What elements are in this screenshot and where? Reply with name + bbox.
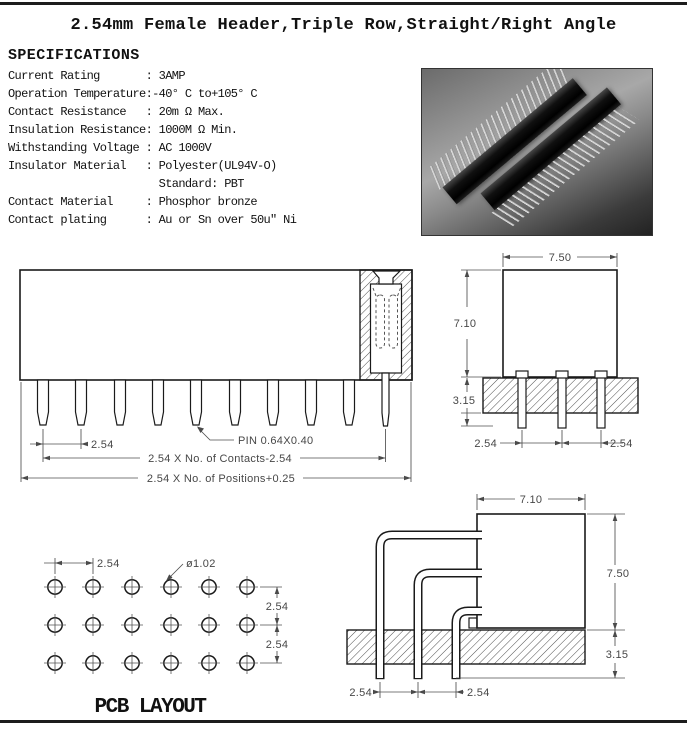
pins	[38, 373, 390, 426]
specifications-list	[8, 67, 296, 229]
spec-line: Current Rating : 3AMP	[8, 69, 185, 83]
dim-label-pitch-horizontal: 2.54	[97, 558, 120, 570]
header-body-outline	[469, 514, 585, 628]
dim-label-pitch-right: 2.54	[467, 687, 490, 699]
header-body-outline	[20, 270, 412, 380]
spec-line: Contact Resistance : 20m Ω Max.	[8, 105, 225, 119]
dim-label-pitch-left: 2.54	[349, 687, 372, 699]
bottom-border-line	[0, 720, 687, 723]
dim-label-hole-diameter: ø1.02	[186, 558, 216, 570]
dim-label-row-pitch-1: 2.54	[265, 601, 289, 613]
product-photo	[421, 68, 653, 236]
dim-label-pin-size: PIN 0.64X0.40	[238, 435, 314, 447]
spec-line: Operation Temperature:-40° C to+105° C	[8, 87, 257, 101]
dim-label-contacts: 2.54 X No. of Contacts-2.54	[148, 453, 292, 465]
spec-line: Withstanding Voltage : AC 1000V	[8, 141, 212, 155]
dim-label-pitch-right: 2.54	[610, 438, 633, 450]
dim-label-positions: 2.54 X No. of Positions+0.25	[146, 473, 296, 485]
spec-line: Standard: PBT	[8, 177, 244, 191]
spec-line: Insulator Material : Polyester(UL94V-O)	[8, 159, 277, 173]
spec-line: Insulation Resistance: 1000M Ω Min.	[8, 123, 238, 137]
pcb-layout-drawing	[10, 545, 330, 720]
dim-label-pitch-left: 2.54	[474, 438, 497, 450]
dim-label-row-pitch-2: 2.54	[265, 639, 289, 651]
hole-crosshairs	[44, 576, 258, 674]
dimensions	[44, 558, 292, 663]
hole-circles	[48, 580, 254, 670]
straight-side-view-drawing	[445, 245, 687, 465]
front-view-drawing	[0, 255, 450, 500]
top-border-line	[0, 2, 687, 5]
dim-label-pitch: 2.54	[91, 439, 114, 451]
dim-label-pcb: 3.15	[605, 649, 629, 661]
dim-label-width: 7.10	[519, 494, 543, 506]
page-title: 2.54mm Female Header,Triple Row,Straight/Right Angle	[70, 16, 617, 35]
spec-line: Contact plating : Au or Sn over 50u" Ni	[8, 213, 297, 227]
pcb-layout-caption: PCB LAYOUT	[94, 696, 206, 719]
dim-label-width: 7.50	[548, 252, 572, 264]
dim-label-height: 7.50	[606, 568, 630, 580]
spec-line: Contact Material : Phosphor bronze	[8, 195, 257, 209]
dim-label-pcb: 3.15	[452, 395, 476, 407]
hole-grid	[44, 576, 258, 674]
specifications-heading: SPECIFICATIONS	[8, 47, 140, 64]
dim-label-height: 7.10	[453, 318, 477, 330]
header-body-outline	[503, 270, 617, 377]
right-angle-view-drawing	[330, 470, 687, 720]
